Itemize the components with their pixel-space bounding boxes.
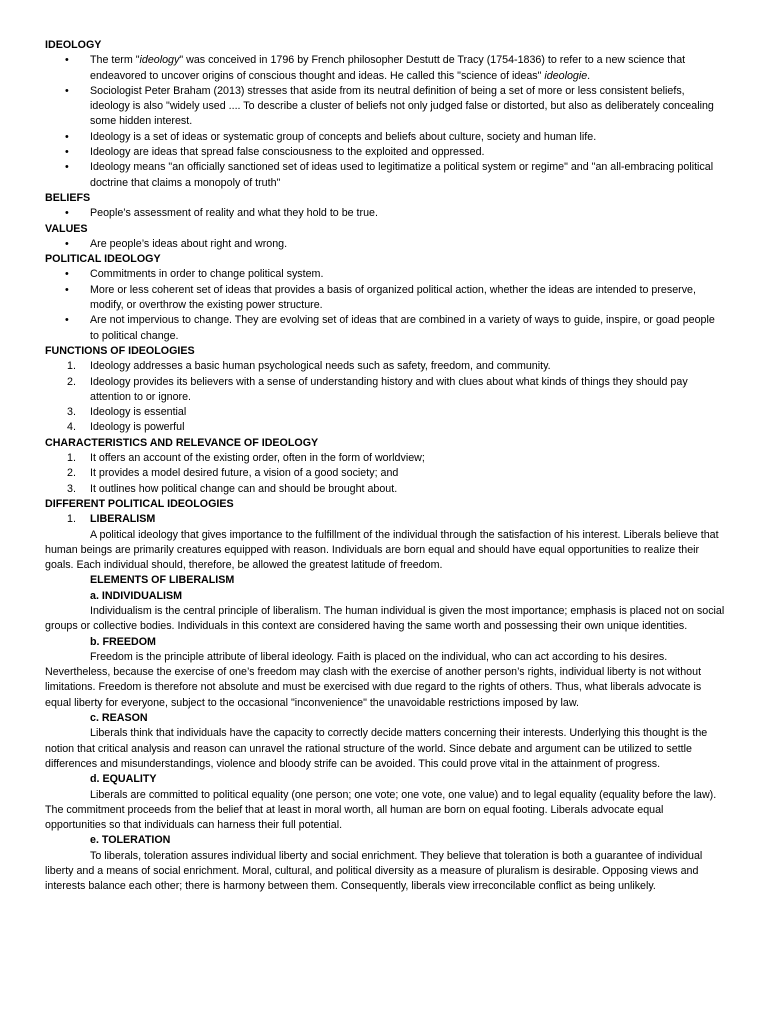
item-text: Ideology is powerful <box>90 421 185 434</box>
bullet-marker: • <box>65 130 69 143</box>
numbered-item <box>45 405 725 420</box>
bullet-text: Commitments in order to change political system. <box>90 268 324 281</box>
item-number: 1. <box>67 360 76 373</box>
item-text: Ideology addresses a basic human psychological needs such as safety, freedom, and community. <box>90 360 551 373</box>
bullet-marker: • <box>65 84 69 97</box>
individualism-paragraph: Individualism is the central principle of liberalism. The human individual is given the most importance; emphasis is placed not on social groups or collective bodies. Individuals in this context are considered having the same worth and possessing their own unique identities. <box>45 604 725 633</box>
bullet-item <box>45 267 725 282</box>
numbered-item <box>45 420 725 435</box>
heading-beliefs: BELIEFS <box>45 191 91 204</box>
item-number: 1. <box>67 513 76 526</box>
heading-ideology: IDEOLOGY <box>45 39 102 51</box>
freedom-paragraph: Freedom is the principle attribute of liberal ideology. Faith is placed on the individual, who can act according to his desires. Nevertheless, because the exercise of one’s freedom may clash with the exercise of another person’s rights, individual liberty is not without limitations. Freedom is therefore not absolute and must be exercised with due regard to the rights of others. Thus, what liberals advocate is equal liberty for everyone, subject to the occasional "inconvenience" the unavoidable restrictions imposed by law. <box>45 650 702 709</box>
heading-functions: FUNCTIONS OF IDEOLOGIES <box>45 344 195 357</box>
numbered-item <box>45 451 725 466</box>
bullet-text: Are not impervious to change. They are evolving set of ideas that are combined in a variety of ways to guide, inspire, or goad people to political change. <box>90 314 715 342</box>
liberalism-title-text: LIBERALISM <box>90 513 156 526</box>
heading-political-ideology: POLITICAL IDEOLOGY <box>45 253 161 266</box>
numbered-item <box>45 482 725 497</box>
individualism-heading: a. INDIVIDUALISM <box>90 589 183 602</box>
toleration-heading: e. TOLERATION <box>90 834 171 847</box>
liberalism-paragraph: A political ideology that gives importance to the fulfillment of the individual through the satisfaction of his interest. Liberals believe that human beings are primarily creatures equipped with reason. Individuals are born equal and should have equal opportunities to realize their goals. Each individual should, therefore, be allowed the greatest latitude of freedom. <box>45 528 719 572</box>
item-text: Ideology provides its believers with a sense of understanding history and with clues about what kinds of things they should pay attention to or ignore. <box>90 375 688 403</box>
elements-heading: ELEMENTS OF LIBERALISM <box>90 574 235 587</box>
bullet-item <box>45 84 725 130</box>
bullet-item <box>45 130 725 145</box>
bullet-text: Ideology is a set of ideas or systematic group of concepts and beliefs about culture, society and human life. <box>90 130 597 143</box>
bullet-item <box>45 145 725 160</box>
bullet-item <box>45 237 725 252</box>
item-number: 2. <box>67 375 76 388</box>
bullet-item <box>45 160 725 191</box>
heading-different-ideologies: DIFFERENT POLITICAL IDEOLOGIES <box>45 497 234 510</box>
equality-paragraph: Liberals are committed to political equality (one person; one vote; one vote, one value) and to legal equality (equality before the law). The commitment proceeds from the belief that at least in moral worth, all human are born on equal footing. Liberals advocate equal opportunities so that individuals can harness their full potential. <box>45 788 717 832</box>
bullet-marker: • <box>65 237 69 250</box>
item-number: 1. <box>67 452 76 465</box>
bullet-item <box>45 313 725 344</box>
bullet-marker: • <box>65 283 69 296</box>
equality-heading: d. EQUALITY <box>90 773 157 786</box>
liberalism-title <box>45 512 725 527</box>
numbered-item <box>45 466 725 481</box>
item-text: It offers an account of the existing order, often in the form of worldview; <box>90 452 425 465</box>
item-text: Ideology is essential <box>90 406 187 419</box>
reason-paragraph: Liberals think that individuals have the capacity to correctly decide matters concerning their interests. Underlying this thought is the notion that critical analysis and reason can unravel the rational structure of the world. Since debate and argument can be utilized to settle differences and misunderstandings, violence and bloody strife can be avoided. This could prove vital in the attainment of progress. <box>45 727 708 770</box>
bullet-text: Ideology means "an officially sanctioned set of ideas used to legitimatize a political system or regime" and "an all-embracing political doctrine that claims a monopoly of truth" <box>90 161 714 189</box>
bullet-marker: • <box>65 161 69 174</box>
bullet-text: People’s assessment of reality and what they hold to be true. <box>90 207 378 220</box>
heading-values: VALUES <box>45 222 88 235</box>
item-number: 3. <box>67 406 76 419</box>
bullet-marker: • <box>65 54 69 67</box>
bullet-text: Are people’s ideas about right and wrong. <box>90 237 288 250</box>
bullet-text-part: . <box>587 69 591 82</box>
item-number: 4. <box>67 421 76 434</box>
bullet-item <box>45 283 725 314</box>
item-text: It outlines how political change can and should be brought about. <box>90 482 398 495</box>
numbered-item <box>45 375 725 406</box>
item-number: 3. <box>67 482 76 495</box>
bullet-text: Sociologist Peter Braham (2013) stresses that aside from its neutral definition of being a set of more or less consistent beliefs, ideology is also "widely used .... To describe a cluster of beliefs not only judged false or distorted, but also as deliberately concealing some hidden interest. <box>90 84 714 128</box>
bullet-marker: • <box>65 207 69 220</box>
bullet-marker: • <box>65 146 69 159</box>
bullet-item <box>45 53 725 84</box>
reason-heading: c. REASON <box>90 712 148 725</box>
heading-characteristics: CHARACTERISTICS AND RELEVANCE OF IDEOLOGY <box>45 436 319 449</box>
italic-term: ideology <box>139 54 180 67</box>
freedom-heading: b. FREEDOM <box>90 635 156 648</box>
toleration-paragraph: To liberals, toleration assures individual liberty and social enrichment. They believe that toleration is both a guarantee of individual liberty and a means of social enrichment. Moral, cultural, and political diversity as a measure of pluralism is desirable. Opposing views and interests balance each other; there is harmony between them. Consequently, liberals view irreconcilable conflict as being unlikely. <box>45 849 703 893</box>
bullet-item <box>45 206 725 221</box>
italic-term: ideologie <box>544 69 588 82</box>
item-text: It provides a model desired future, a vision of a good society; and <box>90 467 399 480</box>
bullet-text-part: " was conceived in 1796 by French philosopher Destutt de Tracy (1754-1836) to refer to a new science that endeavored to uncover origins of conscious thought and ideas. He called this "science of ideas" <box>90 54 686 82</box>
item-number: 2. <box>67 467 76 480</box>
bullet-text: Ideology are ideas that spread false consciousness to the exploited and oppressed. <box>90 146 485 159</box>
numbered-item <box>45 359 725 374</box>
bullet-marker: • <box>65 268 69 281</box>
bullet-text: More or less coherent set of ideas that provides a basis of organized political action, whether the ideas are intended to preserve, modify, or overthrow the existing power structure. <box>90 283 696 312</box>
bullet-text-part: The term " <box>90 54 140 67</box>
bullet-marker: • <box>65 314 69 327</box>
document-body <box>45 38 725 895</box>
